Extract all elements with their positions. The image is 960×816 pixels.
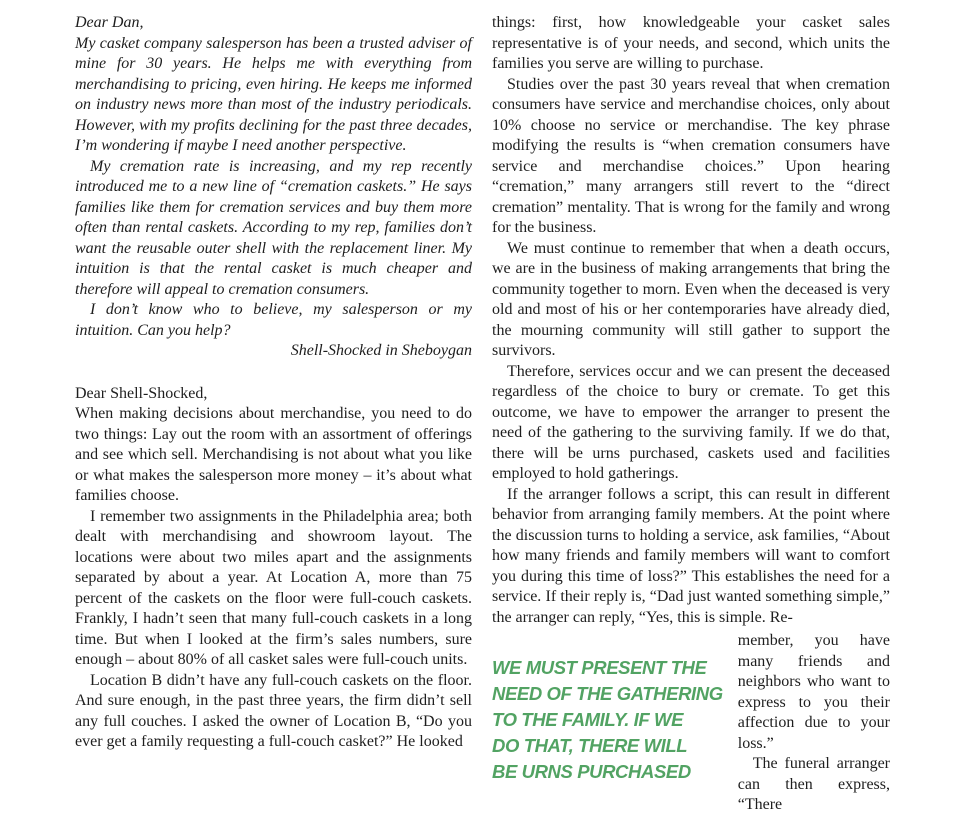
article-paragraph: If the arranger follows a script, this can result in different behavior from arranging family members. At the point where the discussion turns to holding a service, ask families, “About how many friends and family members will want to comfort you during this time of loss?” This establishes the need for a service. If their reply is, “Dad just wanted something simple,” the arranger can reply, “Yes, this is simple. Re- [492,485,890,626]
pull-quote-line: WE MUST PRESENT THE [492,657,707,678]
article-paragraph: things: first, how knowledgeable your casket sales representative is of your needs, and second, which units the families you serve are willing to purchase. [492,14,890,72]
reply-paragraph: Location B didn’t have any full-couch caskets on the floor. And sure enough, in the past three years, the firm didn’t sell any full couches. I asked the owner of Location B, “Do you ever get a family requesting a full-couch casket?” He looked [75,671,472,750]
pull-quote-line: TO THE FAMILY. IF WE [492,709,684,730]
letter-salutation: Dear Dan, [75,14,144,31]
pull-quote-line: BE URNS PURCHASED [492,761,691,782]
article-paragraph-continuation: member, you have many friends and neighbors who want to express to you their affection due to your loss.” [737,632,890,752]
left-column [75,13,472,750]
columnist-reply [75,384,472,753]
right-column [492,13,890,813]
pull-quote-line: DO THAT, THERE WILL [492,735,688,756]
letter-signature: Shell-Shocked in Sheboygan [290,342,472,359]
reply-salutation: Dear Shell-Shocked, [75,384,208,402]
letter-paragraph: I don’t know who to believe, my salesperson or my intuition. Can you help? [75,301,472,339]
article-paragraph: Studies over the past 30 years reveal that when cremation consumers have service and merchandise choices, only about 10% choose no service or merchandise. The key phrase modifying the results is “when cremation consumers have service and merchandise choices.” Upon hearing “cremation,” many arrangers still revert to the “direct cremation” mentality. That is wrong for the family and wrong for the business. [492,75,890,236]
reader-letter [75,13,472,362]
wrapped-text-column [738,631,890,816]
article-paragraph: The funeral arranger can then express, “There [737,755,890,813]
pull-quote-line: NEED OF THE GATHERING [492,683,723,704]
letter-paragraph: My casket company salesperson has been a trusted adviser of mine for 30 years. He helps me with everything from merchandising to pricing, even hiring. He keeps me informed on industry news more than most of the industry periodicals. However, with my profits declining for the past three decades, I’m wondering if maybe I need another perspective. [75,34,472,154]
letter-paragraph: My cremation rate is increasing, and my rep recently introduced me to a new line of “cremation caskets.” He says families like them for cremation services and buy them more often than rental caskets. According to my rep, families don’t want the reusable outer shell with the replacement liner. My intuition is that the rental casket is much cheaper and therefore will appeal to cremation consumers. [75,157,472,298]
reply-paragraph: I remember two assignments in the Philadelphia area; both dealt with merchandising and showroom layout. The locations were about two miles apart and the assignments separated by about a year. At Location A, more than 75 percent of the caskets on the floor were full-couch caskets. Frankly, I hadn’t seen that many full-couch caskets in a long time. But when I looked at the firm’s sales numbers, sure enough – about 80% of all casket sales were full-couch units. [75,507,472,668]
bottom-row [492,631,890,816]
pull-quote [492,655,723,816]
article-paragraph: Therefore, services occur and we can present the deceased regardless of the choice to bury or cremate. To get this outcome, we have to empower the arranger to present the need of the gathering to the surviving family. If we do that, there will be urns purchased, caskets used and facilities employed to hold gatherings. [492,362,890,482]
reply-paragraph: When making decisions about merchandise, you need to do two things: Lay out the room with an assortment of offerings and see which sell. Merchandising is not about what you like or what makes the salesperson more money – it’s about what families choose. [75,405,472,504]
article-paragraph: We must continue to remember that when a death occurs, we are in the business of making arrangements that bring the community together to morn. Even when the deceased is very old and most of his or her contemporaries have already died, the mourning community will still gather to support the survivors. [492,239,890,359]
